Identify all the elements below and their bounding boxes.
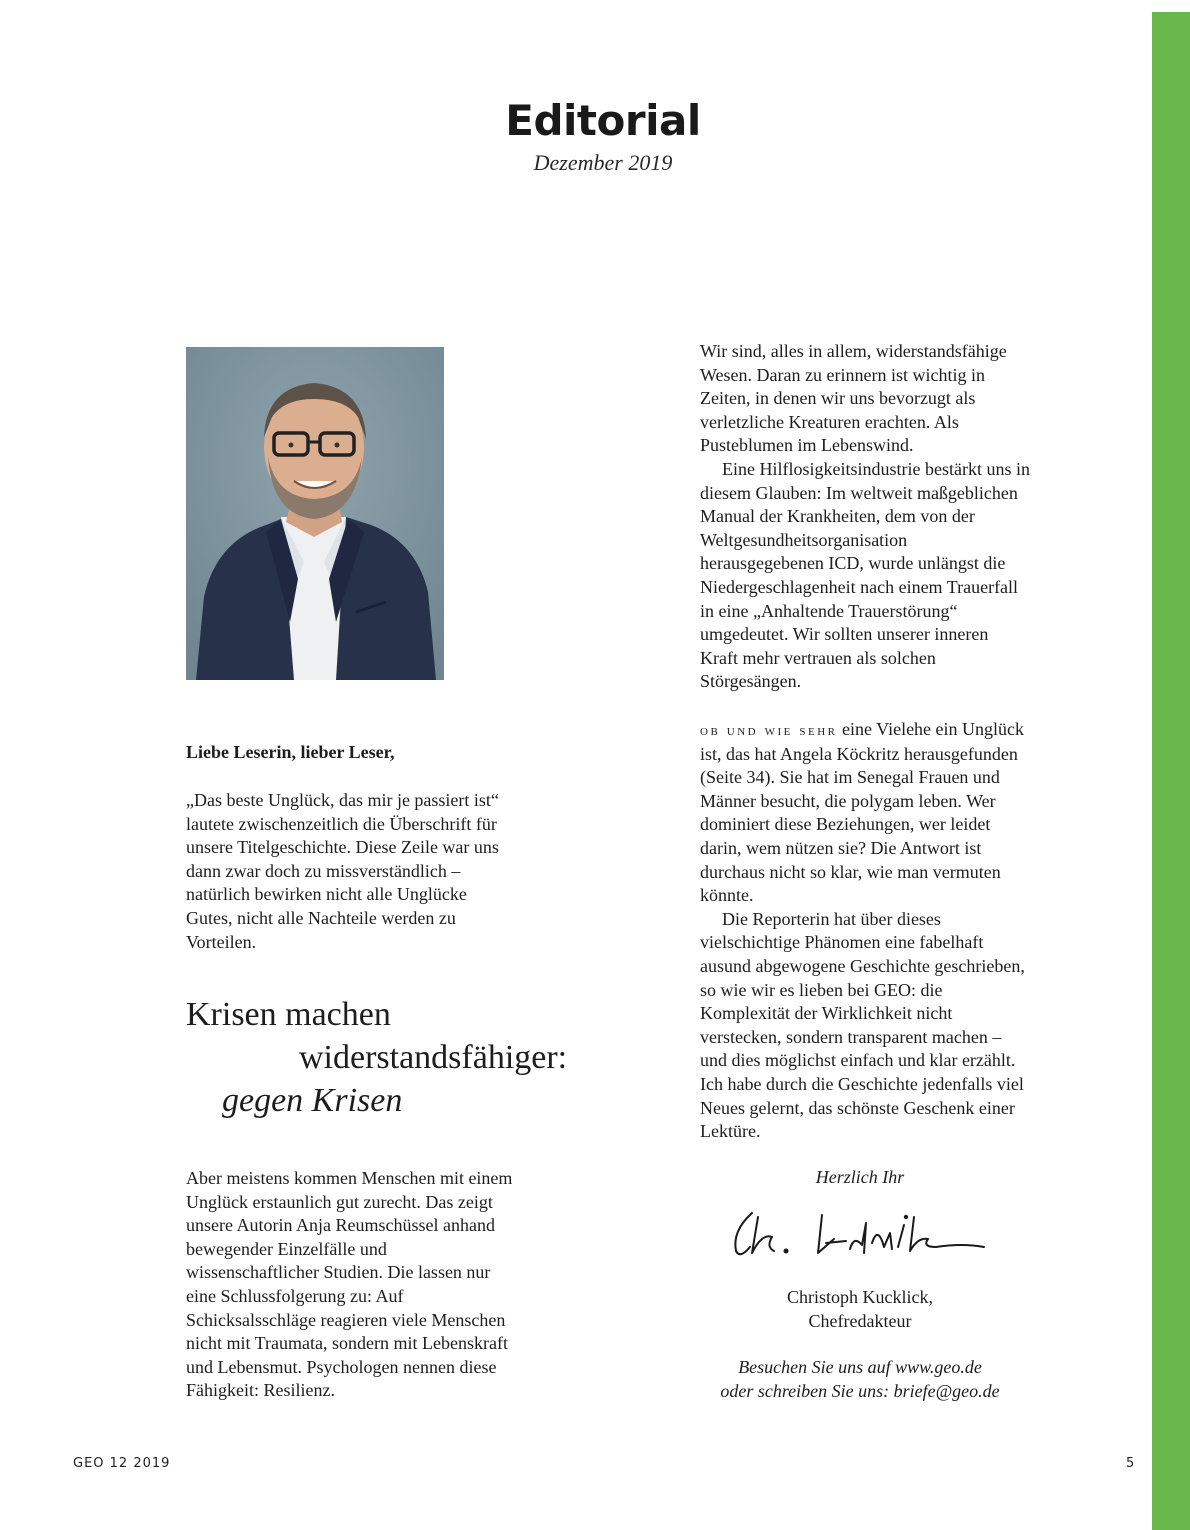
pull-quote-line-1: Krisen machen xyxy=(186,996,391,1033)
right-paragraph-3 xyxy=(700,718,1030,908)
salutation: Liebe Leserin, lieber Leser, xyxy=(186,742,395,762)
page-title: Editorial xyxy=(505,96,701,145)
footer-issue: GEO 12 2019 xyxy=(73,1456,171,1471)
handwritten-signature xyxy=(722,1203,992,1265)
page-number: 5 xyxy=(1126,1456,1135,1471)
author-name: Christoph Kucklick, xyxy=(787,1287,933,1307)
contact-website: Besuchen Sie uns auf www.geo.de xyxy=(738,1357,982,1377)
section-lead-in: ob und wie sehr xyxy=(700,722,838,739)
pull-quote-line-3: gegen Krisen xyxy=(222,1082,403,1119)
intro-paragraph: „Das beste Unglück, das mir je passiert ist“ lautete zwischenzeitlich die Überschrift für unsere Titelgeschichte. Diese Zeile war uns dann zwar doch zu missverständlich – natürlich bewirken nicht alle Unglücke Gutes, nicht alle Nachteile werden zu Vorteilen. xyxy=(186,790,499,952)
closing-greeting: Herzlich Ihr xyxy=(815,1167,905,1187)
pull-quote xyxy=(186,993,646,1122)
right-paragraph-3-text: eine Vielehe ein Unglück ist, das hat Angela Köckritz herausgefunden (Seite 34). Sie hat im Senegal Frauen und Männer besucht, die polygam leben. Wer dominiert diese Beziehungen, wer leidet darin, wem nützen sie? Die Antwort ist durchaus nicht so klar, wie man vermuten könnte. xyxy=(700,719,1025,906)
pull-quote-line-2: widerstandsfähiger: xyxy=(299,1039,568,1076)
author-role: Chefredakteur xyxy=(808,1310,912,1331)
right-paragraph-2: Eine Hilflosigkeitsindustrie bestärkt uns in diesem Glauben: Im weltweit maßgeblichen Manual der Krankheiten, dem von der Weltgesundheitsorganisation herausgegebenen ICD, wurde unlängst die Niedergeschlagenheit nach einem Trauerfall in eine „Anhaltende Trauerstörung“ umgedeutet. Wir sollten unserer inneren Kraft mehr vertrauen als solchen Störgesängen. xyxy=(700,458,1030,692)
contact-email: oder schreiben Sie uns: briefe@geo.de xyxy=(720,1380,1000,1401)
right-paragraph-1: Wir sind, alles in allem, widerstandsfähige Wesen. Daran zu erinnern ist wichtig in Zeiten, in denen wir uns bevorzugt als verletzliche Kreaturen erachten. Als Pusteblumen im Lebenswind. xyxy=(700,341,1007,456)
issue-date: Dezember 2019 xyxy=(533,150,673,175)
editor-portrait-photo xyxy=(186,347,444,680)
green-edge-bar xyxy=(1152,12,1190,1530)
right-paragraph-4: Die Reporterin hat über dieses vielschichtige Phänomen eine fabelhaft ausund abgewogene Geschichte geschrieben, so wie wir es lieben bei GEO: die Komplexität der Wirklichkeit nicht verstecken, sondern transparent machen – und dies möglichst einfach und klar erzählt. Ich habe durch die Geschichte jedenfalls viel Neues gelernt, das schönste Geschenk einer Lektüre. xyxy=(700,908,1025,1142)
body-paragraph-left: Aber meistens kommen Menschen mit einem Unglück erstaunlich gut zurecht. Das zeigt unsere Autorin Anja Reumschüssel anhand bewegender Einzelfälle und wissenschaftlicher Studien. Die lassen nur eine Schlussfolgerung zu: Auf Schicksalsschläge reagieren viele Menschen nicht mit Traumata, sondern mit Lebenskraft und Lebensmut. Psychologen nennen diese Fähigkeit: Resilienz. xyxy=(186,1168,513,1401)
